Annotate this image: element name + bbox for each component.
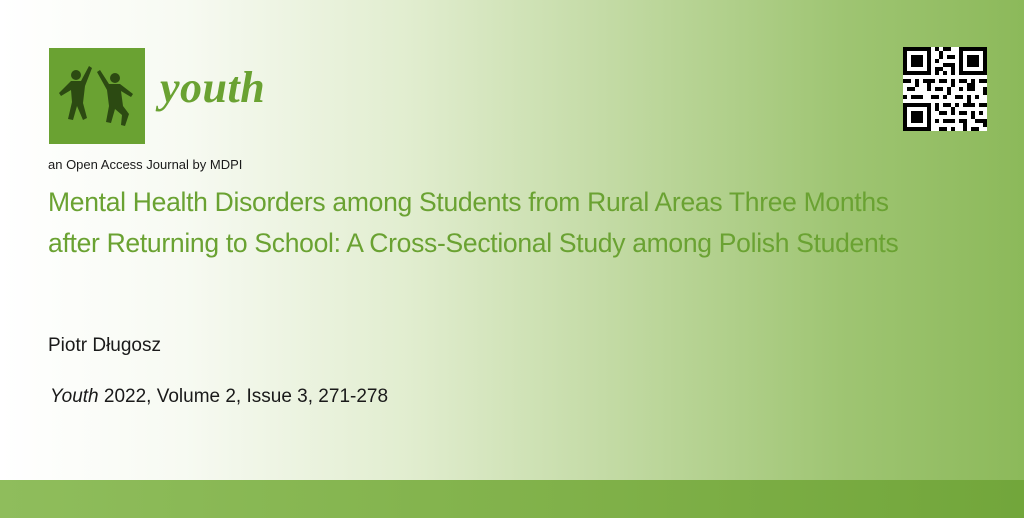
journal-tagline: an Open Access Journal by MDPI <box>48 157 243 172</box>
journal-logo <box>49 48 145 144</box>
article-author: Piotr Długosz <box>48 335 161 356</box>
footer-bar <box>0 480 1024 518</box>
article-title[interactable]: Mental Health Disorders among Students from Rural Areas Three Months after Returning to School: A Cross-Sectional Study among Polish Students <box>48 187 899 258</box>
article-citation <box>50 386 388 408</box>
jumping-people-logo-icon <box>49 48 145 144</box>
citation-details: 2022, Volume 2, Issue 3, 271-278 <box>98 386 389 407</box>
qr-code-icon[interactable] <box>903 47 987 131</box>
journal-name: youth <box>160 63 266 112</box>
citation-journal: Youth <box>50 386 99 407</box>
